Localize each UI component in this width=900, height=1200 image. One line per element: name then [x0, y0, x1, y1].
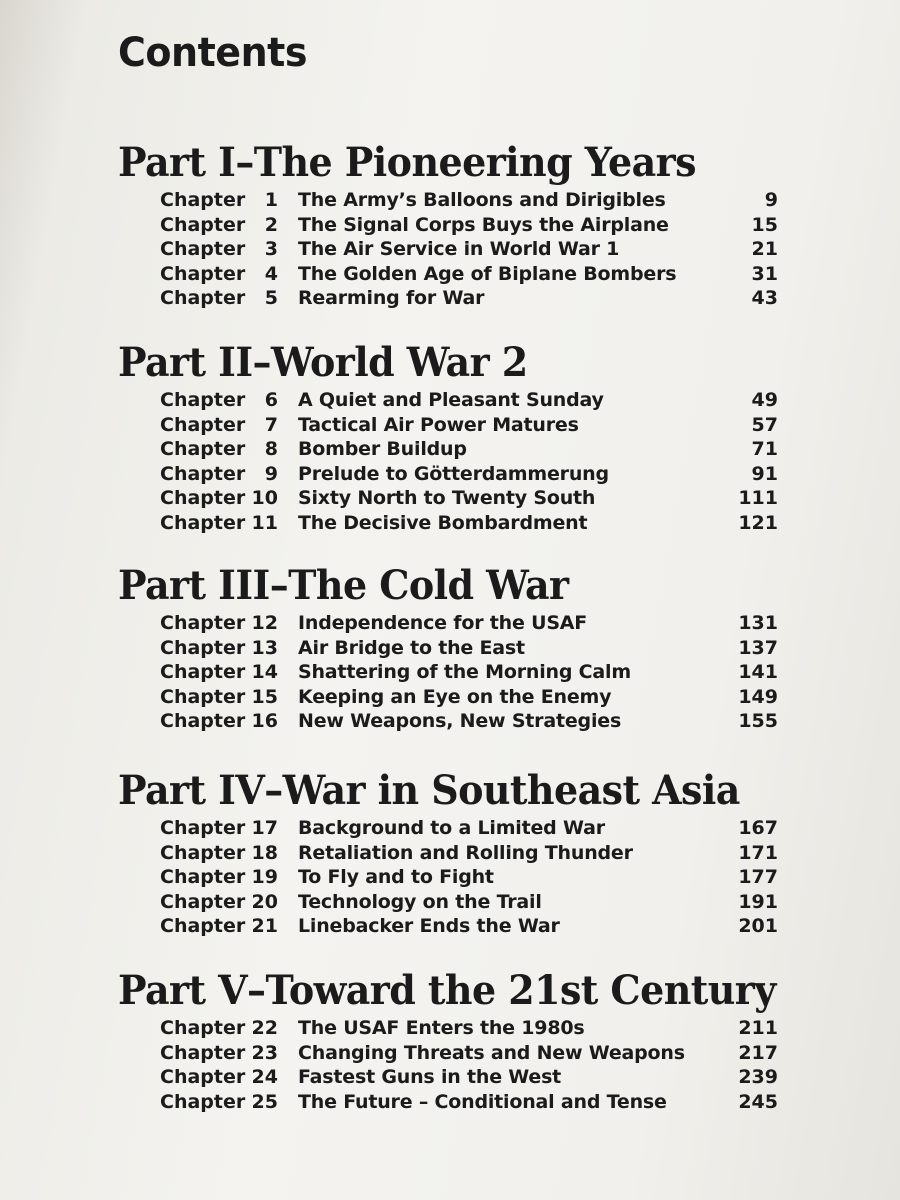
chapter-page-number: 9 [764, 189, 778, 211]
chapter-title: Technology on the Trail [298, 890, 542, 913]
chapter-label: Chapter [160, 710, 246, 732]
chapter-page-number: 131 [738, 612, 778, 634]
chapter-label: Chapter [160, 511, 246, 534]
chapter-title: The Signal Corps Buys the Airplane [298, 213, 669, 236]
chapter-row [118, 511, 838, 536]
chapter-row [118, 841, 838, 866]
chapter-number: 9 [264, 462, 278, 485]
chapter-number: 1 [264, 189, 278, 211]
chapter-label: Chapter [160, 661, 246, 683]
chapter-number: 17 [251, 817, 278, 839]
chapter-row [118, 816, 838, 841]
chapter-number: 15 [251, 685, 278, 708]
chapter-page-number: 121 [738, 511, 778, 534]
part-section [118, 563, 838, 734]
chapter-page-number: 177 [738, 866, 778, 888]
chapter-row [118, 188, 838, 213]
chapter-title: The Decisive Bombardment [298, 511, 588, 534]
chapter-title: Retaliation and Rolling Thunder [298, 841, 633, 864]
chapter-label: Chapter [160, 685, 246, 708]
chapter-title: Fastest Guns in the West [298, 1066, 562, 1088]
chapter-page-number: 57 [751, 413, 778, 436]
chapter-number: 14 [251, 661, 278, 683]
chapter-row [118, 1065, 838, 1090]
chapter-number: 11 [251, 511, 278, 534]
chapter-title: Changing Threats and New Weapons [298, 1041, 685, 1064]
chapter-number: 12 [251, 612, 278, 634]
chapter-row [118, 1016, 838, 1041]
chapter-row [118, 611, 838, 636]
chapter-page-number: 71 [751, 438, 778, 460]
chapter-title: The Golden Age of Biplane Bombers [298, 262, 677, 285]
chapter-number: 19 [251, 866, 278, 888]
chapter-label: Chapter [160, 1066, 246, 1088]
chapter-title: New Weapons, New Strategies [298, 710, 622, 732]
chapter-list [118, 611, 838, 734]
chapter-row [118, 865, 838, 890]
chapter-page-number: 111 [738, 487, 778, 509]
part-section [118, 140, 838, 311]
chapter-title: Independence for the USAF [298, 612, 588, 634]
chapter-page-number: 217 [738, 1041, 778, 1064]
part-section [118, 968, 838, 1114]
chapter-row [118, 685, 838, 710]
part-section [118, 340, 838, 535]
chapter-row [118, 660, 838, 685]
chapter-page-number: 15 [751, 213, 778, 236]
chapter-number: 24 [251, 1066, 278, 1088]
chapter-list [118, 388, 838, 535]
chapter-page-number: 149 [738, 685, 778, 708]
chapter-row [118, 462, 838, 487]
chapter-title: The Air Service in World War 1 [298, 238, 620, 260]
chapter-page-number: 49 [751, 389, 778, 411]
chapter-label: Chapter [160, 1041, 246, 1064]
chapter-title: To Fly and to Fight [298, 866, 494, 888]
chapter-label: Chapter [160, 238, 246, 260]
chapter-row [118, 388, 838, 413]
chapter-page-number: 239 [738, 1066, 778, 1088]
chapter-row [118, 413, 838, 438]
chapter-row [118, 1041, 838, 1066]
part-heading: Part II–World War 2 [118, 339, 528, 386]
chapter-page-number: 167 [738, 817, 778, 839]
chapter-page-number: 141 [738, 661, 778, 683]
chapter-number: 25 [251, 1090, 278, 1113]
chapter-number: 13 [251, 636, 278, 659]
chapter-title: Shattering of the Morning Calm [298, 661, 631, 683]
chapter-number: 20 [251, 890, 278, 913]
chapter-page-number: 91 [751, 462, 778, 485]
chapter-page-number: 31 [751, 262, 778, 285]
chapter-label: Chapter [160, 636, 246, 659]
chapter-title: Linebacker Ends the War [298, 915, 560, 937]
chapter-number: 4 [264, 262, 278, 285]
chapter-label: Chapter [160, 817, 246, 839]
chapter-number: 18 [251, 841, 278, 864]
chapter-row [118, 486, 838, 511]
chapter-label: Chapter [160, 841, 246, 864]
chapter-number: 6 [264, 389, 278, 411]
chapter-label: Chapter [160, 262, 246, 285]
chapter-list [118, 1016, 838, 1114]
chapter-page-number: 245 [738, 1090, 778, 1113]
part-heading: Part III–The Cold War [118, 562, 569, 609]
chapter-title: Keeping an Eye on the Enemy [298, 685, 612, 708]
chapter-list [118, 816, 838, 939]
chapter-row [118, 890, 838, 915]
chapter-label: Chapter [160, 287, 246, 309]
chapter-title: Air Bridge to the East [298, 636, 525, 659]
chapter-label: Chapter [160, 213, 246, 236]
chapter-row [118, 237, 838, 262]
chapter-page-number: 137 [738, 636, 778, 659]
chapter-title: Rearming for War [298, 287, 485, 309]
chapter-page-number: 211 [738, 1017, 778, 1039]
part-heading: Part V–Toward the 21st Century [118, 967, 776, 1014]
chapter-number: 10 [251, 487, 278, 509]
chapter-row [118, 709, 838, 734]
chapter-number: 5 [264, 287, 278, 309]
chapter-row [118, 1090, 838, 1115]
chapter-title: Sixty North to Twenty South [298, 487, 596, 509]
chapter-title: Bomber Buildup [298, 438, 467, 460]
chapter-label: Chapter [160, 438, 246, 460]
chapter-number: 16 [251, 710, 278, 732]
chapter-number: 2 [264, 213, 278, 236]
chapter-page-number: 155 [738, 710, 778, 732]
chapter-title: The USAF Enters the 1980s [298, 1017, 585, 1039]
chapter-number: 3 [264, 238, 278, 260]
chapter-label: Chapter [160, 189, 246, 211]
chapter-label: Chapter [160, 1090, 246, 1113]
chapter-label: Chapter [160, 413, 246, 436]
chapter-page-number: 171 [738, 841, 778, 864]
chapter-title: Prelude to Götterdammerung [298, 462, 609, 485]
part-heading: Part IV–War in Southeast Asia [118, 767, 740, 814]
chapter-number: 21 [251, 915, 278, 937]
chapter-title: The Future – Conditional and Tense [298, 1090, 667, 1113]
chapter-row [118, 437, 838, 462]
chapter-row [118, 213, 838, 238]
chapter-number: 7 [264, 413, 278, 436]
chapter-row [118, 636, 838, 661]
part-heading: Part I–The Pioneering Years [118, 139, 696, 186]
chapter-label: Chapter [160, 915, 246, 937]
chapter-label: Chapter [160, 487, 246, 509]
chapter-row [118, 914, 838, 939]
chapter-page-number: 43 [751, 287, 778, 309]
chapter-label: Chapter [160, 890, 246, 913]
chapter-page-number: 191 [738, 890, 778, 913]
chapter-label: Chapter [160, 1017, 246, 1039]
chapter-label: Chapter [160, 866, 246, 888]
chapter-list [118, 188, 838, 311]
chapter-label: Chapter [160, 612, 246, 634]
chapter-title: The Army’s Balloons and Dirigibles [298, 189, 666, 211]
chapter-number: 8 [264, 438, 278, 460]
chapter-row [118, 286, 838, 311]
page-title: Contents [118, 30, 308, 76]
chapter-label: Chapter [160, 389, 246, 411]
part-section [118, 768, 838, 939]
chapter-number: 23 [251, 1041, 278, 1064]
chapter-label: Chapter [160, 462, 246, 485]
chapter-page-number: 21 [751, 238, 778, 260]
chapter-title: A Quiet and Pleasant Sunday [298, 389, 604, 411]
chapter-number: 22 [251, 1017, 278, 1039]
chapter-title: Tactical Air Power Matures [298, 413, 579, 436]
chapter-row [118, 262, 838, 287]
chapter-title: Background to a Limited War [298, 817, 605, 839]
chapter-page-number: 201 [738, 915, 778, 937]
